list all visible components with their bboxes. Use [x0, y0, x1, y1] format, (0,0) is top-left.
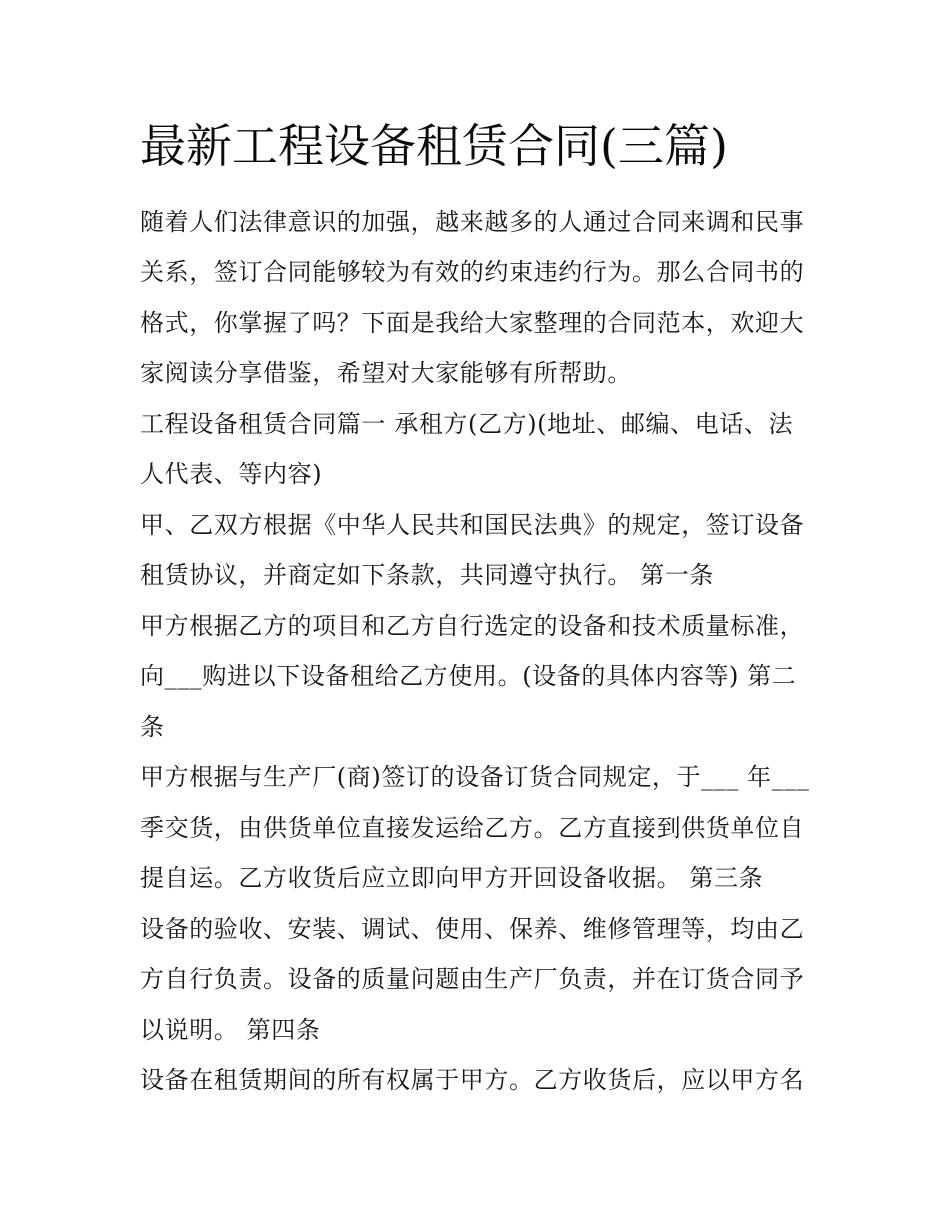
body-line-article-4-a: 设备在租赁期间的所有权属于甲方。乙方收货后，应以甲方名 — [140, 1066, 805, 1094]
body-line-intro-2: 关系，签订合同能够较为有效的约束违约行为。那么合同书的 — [140, 258, 805, 286]
body-line-section-1-heading: 工程设备租赁合同篇一 承租方(乙方)(地址、邮编、电话、法 — [140, 410, 794, 438]
body-line-intro-4: 家阅读分享借鉴，希望对大家能够有所帮助。 — [140, 359, 632, 387]
document-title: 最新工程设备租赁合同(三篇) — [140, 119, 728, 173]
body-line-intro-1: 随着人们法律意识的加强，越来越多的人通过合同来调和民事 — [140, 208, 805, 236]
body-line-article-2-a: 甲方根据与生产厂(商)签订的设备订货合同规定，于___ 年___ — [140, 763, 810, 791]
body-line-article-3-b: 方自行负责。设备的质量问题由生产厂负责，并在订货合同予 — [140, 965, 805, 993]
body-line-intro-3: 格式，你掌握了吗？下面是我给大家整理的合同范本，欢迎大 — [140, 309, 805, 337]
body-line-article-1-b: 向___购进以下设备租给乙方使用。(设备的具体内容等) 第二 — [140, 662, 797, 690]
body-line-preamble-1: 甲、乙双方根据《中华人民共和国民法典》的规定，签订设备 — [140, 511, 805, 539]
body-line-section-1-heading-cont: 人代表、等内容) — [140, 460, 323, 488]
body-line-article-1-a: 甲方根据乙方的项目和乙方自行选定的设备和技术质量标准， — [140, 612, 805, 640]
body-line-article-1-c: 条 — [140, 713, 165, 741]
body-line-article-2-c: 提自运。乙方收货后应立即向甲方开回设备收据。 第三条 — [140, 864, 764, 892]
body-line-article-2-b: 季交货，由供货单位直接发运给乙方。乙方直接到供货单位自 — [140, 814, 805, 842]
body-line-preamble-2: 租赁协议，并商定如下条款，共同遵守执行。 第一条 — [140, 561, 715, 589]
body-line-article-3-c: 以说明。 第四条 — [140, 1016, 321, 1044]
body-line-article-3-a: 设备的验收、安装、调试、使用、保养、维修管理等，均由乙 — [140, 915, 805, 943]
